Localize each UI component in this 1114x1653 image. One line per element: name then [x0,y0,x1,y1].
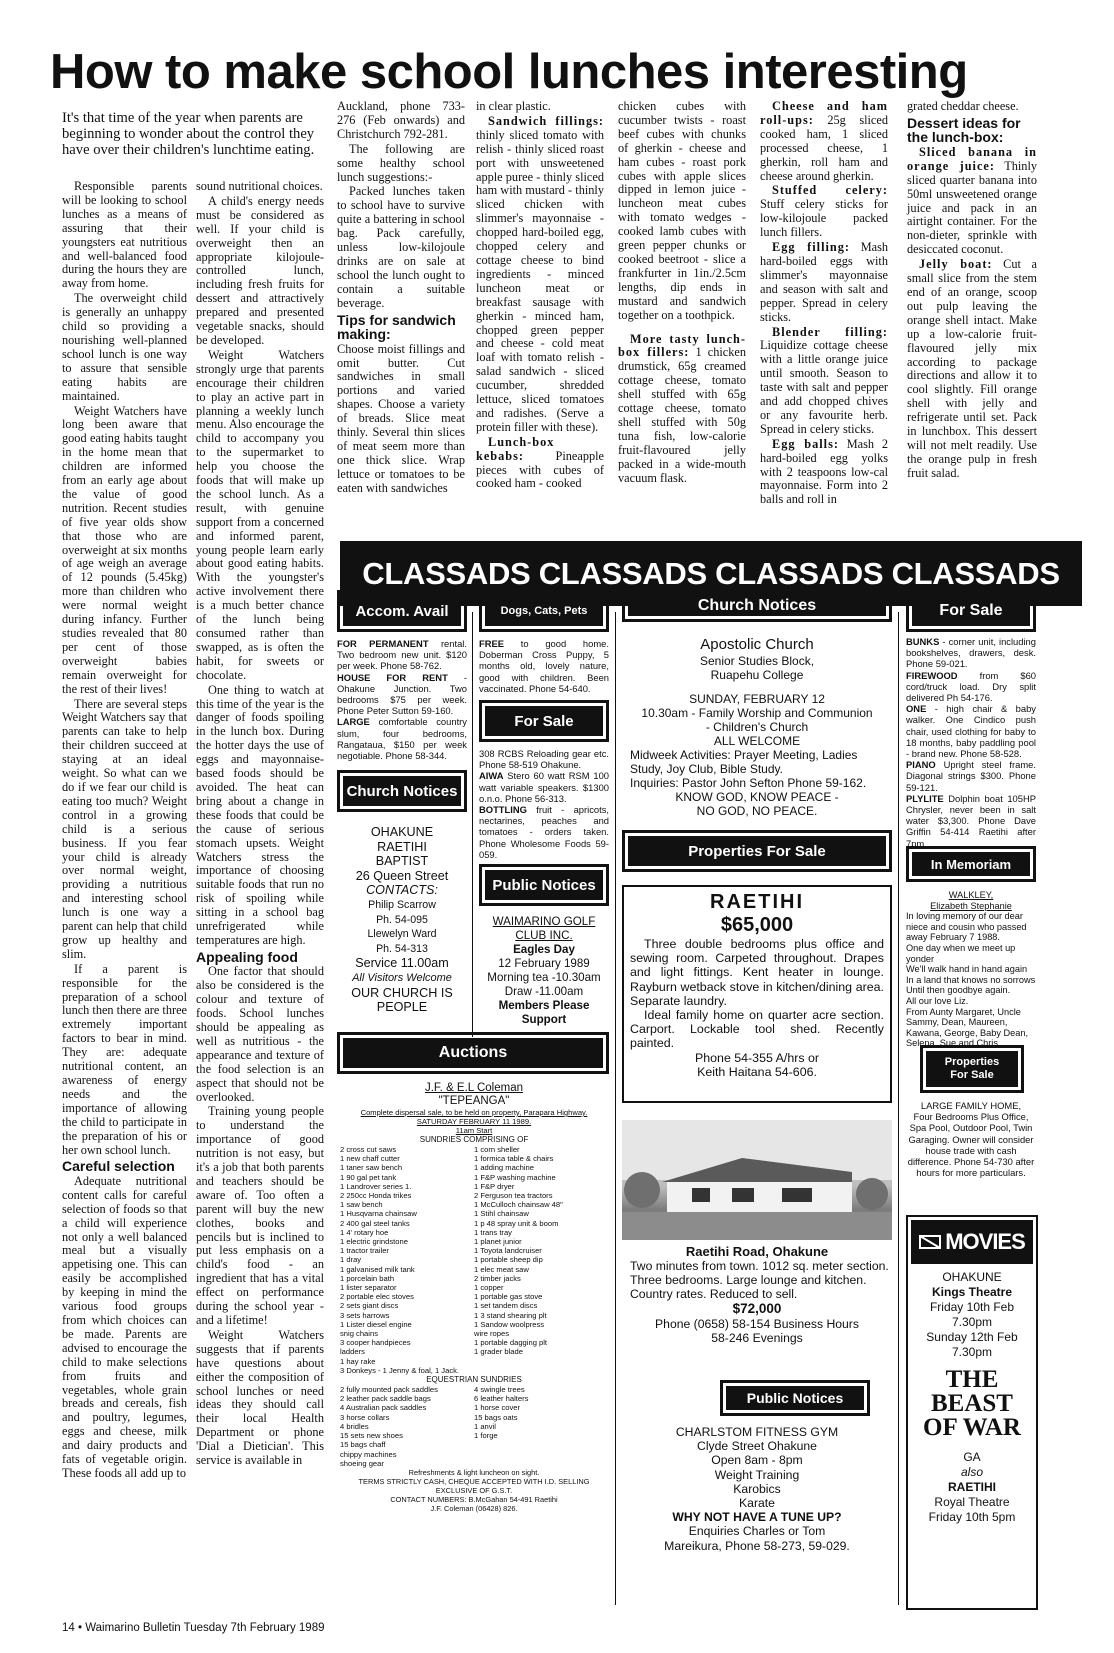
church-notices-header: Church Notices [337,770,467,812]
auction-item: 2 400 gal steel tanks [340,1218,410,1228]
house-photo [622,1120,892,1240]
auction-item: 15 bags chaff [340,1440,386,1450]
auctions-header: Auctions [337,1032,609,1074]
auction-item: 1 McCulloch chainsaw 48" [474,1200,563,1210]
article-column-2 [196,180,324,1620]
auction-item: 1 F&P dryer [474,1181,515,1191]
auction-item: 1 lister separator [340,1283,397,1293]
auction-item: 1 new chaff cutter [340,1154,400,1164]
article-paragraph: If a parent is responsible for the preparation of a school lunch then there are three extremely important factors to bear in mind. They are: adequate nutritional content, an awareness of energy needs and the importance of allowing the child to participate in the preparation of his or her own school lunch. [62,961,187,1157]
article-column-4 [476,100,604,532]
auction-item: 1 electric grindstone [340,1237,408,1247]
auction-item: 3 horse collars [340,1412,390,1422]
golf-notice: WAIMARINO GOLF CLUB INC. Eagles Day 12 February 1989 Morning tea -10.30am Draw -11.00am Members Please Support [487,915,601,1026]
auction-item: 3 cooper handpieces [340,1338,411,1348]
inline-label: Lunch-box kebabs: [476,434,555,463]
auction-item: 1 Lister diesel engine [340,1319,412,1329]
auction-item: 1 hay rake [340,1356,376,1366]
inline-label: Cheese and ham roll-ups: [760,99,888,127]
article-text: 25g sliced cooked ham, 1 sliced processed cheese, 1 gherkin, roll ham and cheese around gherkin. [760,112,888,183]
article-paragraph: There are several steps Weight Watchers say that parents can take to help their children succeed at staying at an ideal weight. So what can we do if we fear our child is eating too much? Weight control in a growing child is a serious business. If you fear your child is already over normal weight, providing a nutritious and interesting school lunch is one way a parent can help that child grow up healthy and slim. [62,696,187,961]
auction-item: 4 Australian pack saddles [340,1403,427,1413]
inline-label: More tasty lunch-box fillers: [618,331,746,360]
auction-item: 1 dray [340,1255,362,1265]
equestrian-items-right [474,1385,608,1468]
auction-item: 1 copper [474,1283,504,1293]
inline-label: Sandwich fillings: [488,113,604,128]
film-icon [919,1233,941,1251]
properties-for-sale-header: Properties For Sale [622,830,892,872]
for-sale-header-2: For Sale [906,590,1036,632]
movies-header: MOVIES [911,1220,1033,1264]
auction-item: 1 portable sheep dip [474,1255,543,1265]
article-paragraph: The following are some healthy school lunch suggestions:- [337,141,465,184]
classads-banner: CLASSADS CLASSADS CLASSADS CLASSADS [340,541,1082,606]
dogs-cats-pets-header: Dogs, Cats, Pets [479,590,609,632]
article-paragraph: One thing to watch at this time of the year is the danger of foods spoiling in the lunch box. During the hotter days the use of eggs and mayonnaise-based foods should be avoided. The heat can bring about a change in these foods that could be the cause of serious stomach upsets. Weight Watchers stress the importance of choosing suitable foods that run no risk of spoiling while sitting in a school bag unrefrigerated while temperatures are high. [196,682,324,947]
inline-label: Egg filling: [772,240,851,255]
article-paragraph: The overweight child is generally an unhappy child so providing a nourishing well-planned school lunch is one way to assure that sensible eating habits are maintained. [62,291,187,403]
article-paragraph: Weight Watchers strongly urge that parents encourage their children to play an active part in planning a weekly lunch menu. Also encourage the child to accompany you to the supermarket to help you choose the foods that will make up the school lunch. As a result, with genuine support from a concerned and informed parent, young people learn early about good eating habits. With the youngster's active involvement there is a much better chance of the lunch being consumed rather than swapped, as is often the habit, for sweets or chocolate. [196,347,324,682]
memoriam-notice: WALKLEY, Elizabeth Stephanie In loving memory of our dear niece and cousin who passed away February 7 1988. One day when we meet up yonder We'll walk hand in hand again In a land that knows no sorrows Until then goodbye again. All our love Liz. From Aunty Margaret, Uncle Sammy, Dean, Maureen, Kawana, George, Baby Dean, Selena, Sue and Chris. [906,890,1036,1049]
auction-item: 1 4' rotary hoe [340,1227,389,1237]
article-text: Liquidize cottage cheese with a little orange juice until smooth. Season to taste with salt and pepper and add chopped chives or any favourite herb. Spread in celery sticks. [760,338,888,436]
large-family-home-ad: LARGE FAMILY HOME, Four Bedrooms Plus Office, Spa Pool, Outdoor Pool, Twin Garaging. Owner will consider house trade with cash difference. Phone 54-730 after hours for more particulars. [907,1100,1035,1179]
auction-item: 1 Landrover series 1. [340,1181,412,1191]
article-column-5 [618,100,746,532]
auction-item: 1 tractor trailer [340,1246,389,1256]
page-footer: 14 • Waimarino Bulletin Tuesday 7th February 1989 [62,1622,325,1634]
article-paragraph: Auckland, phone 733-276 (Feb onwards) and Christchurch 792-281. [337,99,465,141]
auction-item: 6 leather halters [474,1394,529,1404]
auction-item: 3 Donkeys - 1 Jenny & foal, 1 Jack. [340,1365,460,1375]
auction-notice: J.F. & E.L Coleman "TEPEANGA" Complete dispersal sale, to be held on property, Paraparа Highway. SATURDAY FEBRUARY 11 1989. 11am Start SUNDRIES COMPRISING OF 2 cross cut saws 1 new chaff cutter 1 taner saw bench 1 90 gal pet tank 1 Landrover series 1. 2 250cc Honda trikes 1 saw bench 1 Husqvarna chainsaw 2 400 gal steel tanks 1 4' rotary hoe 1 electric grindstone 1 tractor trailer 1 dray 1 galvanised milk tank 1 porcelain bath 1 lister separator 2 portable elec stoves 2 sets giant discs 3 sets harrows 1 Lister diesel engine snig chains 3 cooper handpieces ladders 1 hay rake 3 Donkeys - 1 Jenny & foal, 1 Jack. 1 corn sheller 1 formica table & chairs 1 adding machine 1 F&P washing machine 1 F&P dryer 2 Ferguson tea tractors 1 McCulloch chainsaw 48" 1 Stihl chainsaw 1 p 48 spray unit & boom 1 trans tray 1 planet junior 1 Toyota landcruiser 1 portable sheep dip 1 elec meat saw 2 timber jacks 1 copper 1 portable gas stove 1 set tandem discs 1 3 stand shearing plt 1 Sandow woolpress wire ropes 1 portable dagging plt 1 grader blade EQUESTRIAN SUNDRIES 2 fully mounted pack saddles 2 leather pack saddle bags 4 Australian pack saddles 3 horse collars 4 bridles 15 sets new shoes 15 bags chaff chippy machines shoeing gear 4 swingle trees 6 leather halters 1 horse cover 15 bags oats 1 anvil 1 forge Refreshments & light luncheon on sight. TERMS STRICTLY CASH, CHEQUE ACCEPTED WITH I.D. SELLING EXCLUSIVE OF G.S.T. CONTACT NUMBERS: B.McGahan 54-491 Raetihi J.F. Coleman (06428) 826. [340,1082,608,1513]
auction-item: wire ropes [474,1329,510,1339]
article-paragraph: A child's energy needs must be considered as well. If your child is overweight then an appropriate kilojoule-controlled lunch, including fresh fruits for dessert and attractively prepared and presented vegetable snacks, should be developed. [196,193,324,347]
article-paragraph: sound nutritional choices. [196,179,323,193]
auction-item: chippy machines [340,1449,397,1459]
article-text: Stuff celery sticks for low-kilojoule packed lunch fillers. [760,197,888,240]
pets-ad: FREE to good home. Doberman Cross Puppy, 5 months old, lovely nature, good with children. Been vaccinated. Phone 54-640. [479,638,609,694]
auction-item: 1 Sandow woolpress [474,1319,545,1329]
divider [898,612,899,1605]
article-text: thinly sliced tomato with relish - thinly sliced roast port with unsweetened apple puree - thinly sliced ham with mustard - thinly sliced chicken with slimmer's mayonnaise - chopped hard-boiled egg, chopped celery and cottage cheese to bind ingredients - minced luncheon meat or breakfast sausage with gherkin - minced ham, chopped green pepper and cheese - cold meat loaf with tomato relish - salad sandwich - sliced cucumber, shredded lettuce, sliced tomatoes and radishes. (Serve a protein filler with these). [476,127,604,434]
film-title: THE BEAST OF WAR [923,1366,1021,1441]
divider [615,612,616,1605]
auction-items-left [340,1145,474,1375]
auction-item: 1 saw bench [340,1200,383,1210]
auction-item: 1 formica table & chairs [474,1154,554,1164]
auction-item: 1 trans tray [474,1227,512,1237]
auction-item: 1 set tandem discs [474,1301,538,1311]
auction-item: 1 Stihl chainsaw [474,1209,529,1219]
church-notices-header-2: Church Notices [622,590,892,622]
auction-item: 2 cross cut saws [340,1145,397,1154]
inline-label: Jelly boat: [919,257,993,272]
article-paragraph: Training young people to understand the importance of good nutrition is not easy, but it's a job that both parents and teachers should be aware of. Too often a parent will buy the new clothes, books and pencils but is inclined to put less emphasis on a child's food - an ingredient that has a vital effect on performance during the school year - and a lifetime! [196,1104,324,1327]
article-text: Mash 2 hard-boiled egg yolks with 2 teaspoons low-cal mayonnaise. Form into 2 balls and roll in [760,436,888,507]
article-paragraph: grated cheddar cheese. [907,99,1019,113]
auction-item: ladders [340,1347,365,1357]
public-notices-header: Public Notices [479,864,609,906]
article-paragraph: Choose moist fillings and omit butter. Cut sandwiches in small portions and varied shapes. Choose a variety of breads. Slice meat thinly. Several thin slices of meat seem more than one thick slice. Wrap lettuce or tomatoes to be eaten with sandwiches [337,341,465,495]
auction-item: 2 250cc Honda trikes [340,1191,412,1201]
article-text: Pineapple pieces with cubes of cooked ham - cooked [476,448,604,491]
auction-item: snig chains [340,1329,378,1339]
auction-item: 4 bridles [340,1421,369,1431]
article-text: Mash hard-boiled eggs with slimmer's mayonnaise and season with salt and pepper. Spread in celery sticks. [760,240,889,324]
article-paragraph: Weight Watchers have long been aware that good eating habits taught in the home mean that children are informed from an early age about the value of good nutrition. Recent studies of five year olds show that those who are overweight at six months of age weigh an average of 12 pounds (5.45kg) more than children who were normal weight during infancy. Further studies revealed that 80 per cent of those overweight babies remain overweight for the rest of their lives! [62,403,187,696]
in-memoriam-header: In Memoriam [906,846,1036,882]
auction-item: 1 galvanised milk tank [340,1264,415,1274]
auction-item: 3 sets harrows [340,1310,390,1320]
article-text: Cut a small slice from the stem end of an orange, scoop out pulp leaving the orange shell intact. Make up a low-calorie fruit-flavoured jelly mix according to package directions and allow it to cool slightly. Fill orange shell with jelly and refrigerate until set. Pack in lunchbox. This dessert will not melt readily. Use the orange pulp in fresh fruit salad. [907,257,1037,480]
auction-items-right [474,1145,608,1375]
house-illustration [622,1120,892,1240]
for-sale-ads: 308 RCBS Reloading gear etc. Phone 58-519 Ohakune. AIWA Stero 60 watt RSM 100 watt variable speakers. $1300 o.n.o. Phone 56-313. BOTTLING fruit - apricots, nectarines, peaches and tomatoes - orders taken. Phone Wholesome Foods 59-059. [479,748,610,860]
divider [472,612,473,1037]
auction-item: 15 sets new shoes [340,1431,403,1441]
inline-label: Stuffed celery: [772,183,888,198]
auction-item: 1 adding machine [474,1163,534,1173]
accom-avail-header: Accom. Avail [337,590,467,632]
article-text: 1 chicken drumstick, 65g creamed cottage cheese, tomato shell stuffed with 65g cottage cheese, tomato shell stuffed with 50g tuna fish, low-calorie fruit-flavoured jelly packed in a wide-mouth vacuum flask. [618,345,746,485]
auction-item: 2 leather pack saddle bags [340,1394,431,1404]
auction-item: 1 portable gas stove [474,1292,543,1302]
subheading: Tips for sandwich making: [337,311,456,343]
article-column-7 [907,100,1037,532]
raetihi-property-ad: RAETIHI $65,000 Three double bedrooms plus office and sewing room. Carpeted throughout. Drapes and light fittings. Kent heater in lounge. Rayburn wetback stove in kitchen/dining area. Separate laundry. Ideal family home on quarter acre section. Carport. Lockable tool shed. Recently painted. Phone 54-355 A/hrs or Keith Haitana 54-606. [622,885,892,1103]
auction-item: 2 fully mounted pack saddles [340,1385,438,1395]
auction-item: 1 forge [474,1431,498,1441]
auction-item: 2 Ferguson tea tractors [474,1191,553,1201]
auction-item: 1 taner saw bench [340,1163,403,1173]
article-paragraph: Packed lunches taken to school have to survive quite a battering in school bag. Pack carefully, unless low-kilojoule drinks are on sale at school the lunch ought to contain a suitable beverage. [337,184,465,310]
inline-label: Egg balls: [772,436,839,451]
auction-item: 1 corn sheller [474,1145,520,1154]
inline-label: Blender filling: [772,324,888,339]
lead-paragraph: It's that time of the year when parents are beginning to wonder about the control they have over their children's lunchtime eating. [62,110,315,158]
auction-item: 1 anvil [474,1421,496,1431]
article-paragraph: Adequate nutritional content calls for careful selection of foods so that a child will experience not only a well balanced meal but a visually appetising one. This can easily be accomplished by keeping in mind the various food groups from which choices can be made. Parents are advised to encourage the child to make selections from fruits and vegetables, whole grain breads and cereals, fish and poultry, legumes, eggs and cheese, milk and dairy products and fats of vegetable origin. These foods all add up to [62,1173,187,1480]
auction-item: 1 elec meat saw [474,1264,529,1274]
movies-ad: MOVIES OHAKUNE Kings Theatre Friday 10th Feb 7.30pm Sunday 12th Feb 7.30pm THE BEAST OF WAR GA also RAETIHI Royal Theatre Friday 10th 5pm [906,1215,1038,1610]
article-column-6 [760,100,888,532]
auction-item: 1 Toyota landcruiser [474,1246,542,1256]
public-notices-header-2: Public Notices [720,1380,870,1416]
auction-item: 1 porcelain bath [340,1273,395,1283]
headline: How to make school lunches interesting [50,45,968,99]
baptist-notice: OHAKUNE RAETIHI BAPTIST 26 Queen Street CONTACTS: Philip Scarrow Ph. 54-095 Llewelyn Ward Ph. 54-313 Service 11.00am All Visitors Welcome OUR CHURCH IS PEOPLE [351,825,453,1015]
for-sale-header: For Sale [479,700,609,742]
article-column-3 [337,100,465,532]
auction-item: 2 sets giant discs [340,1301,399,1311]
auction-item: 1 3 stand shearing plt [474,1310,547,1320]
auction-item: 2 portable elec stoves [340,1292,414,1302]
subheading: Dessert ideas for the lunch-box: [907,114,1021,146]
gym-notice: CHARLSTOM FITNESS GYM Clyde Street Ohakune Open 8am - 8pm Weight Training Karobics Karate WHY NOT HAVE A TUNE UP? Enquiries Charles or Tom Mareikura, Phone 58-273, 59-029. [664,1425,850,1553]
auction-item: 1 Husqvarna chainsaw [340,1209,417,1219]
article-column-1 [62,180,187,1620]
accom-avail-ads: FOR PERMANENT rental. Two bedroom new unit. $120 per week. Phone 58-762. HOUSE FOR RENT - Ohakune Junction. Two bedrooms $75 per week. Phone Peter Sutton 59-160. LARGE comfortable country slum, four bedrooms, Rangataua, $150 per week negotiable. Phone 58-344. [337,638,467,762]
apostolic-notice: Apostolic Church Senior Studies Block, Ruapehu College SUNDAY, FEBRUARY 12 10.30am - Family Worship and Communion - Children's Church ALL WELCOME Midweek Activities: Prayer Meeting, Ladies Study, Joy Club, Bible Study. Inquiries: Pastor John Sefton Phone 59-162. KNOW GOD, KNOW PEACE - NO GOD, NO PEACE. [630,636,873,818]
for-sale-ads-2: BUNKS - corner unit, including bookshelves, drawers, desk. Phone 59-021. FIREWOOD from $60 cord/truck load. Dry split delivered Ph 54-176. ONE - high chair & baby walker. One Cindico push chair, used clothing for baby to 18 months, baby paddling pool - brand new. Phone 58-528. PIANO Upright steel frame. Diagonal strings $300. Phone 59-121. PLYLITE Dolphin boat 105HP Chrysler, never been in salt water $3,300. Phone Dave Griffin 54-414 Raetihi after 7pm. [906,636,1037,849]
subheading: Careful selection [62,1158,175,1175]
article-text: Thinly sliced quarter banana into 50ml unsweetened orange juice and pack in an airtight container. For the non-dieter, sprinkle with desiccated coconut. [907,158,1038,257]
auction-item: 2 timber jacks [474,1273,521,1283]
subheading: Appealing food [196,948,298,965]
auction-item: 4 swingle trees [474,1385,525,1395]
article-paragraph: Weight Watchers suggests that if parents have questions about either the composition of school lunches or need ideas they should call their local Health Department or phone 'Dial a Dietician'. This service is available in [196,1327,324,1468]
inline-label: Sliced banana in orange juice: [907,144,1037,173]
equestrian-items-left [340,1385,474,1468]
auction-item: 15 bags oats [474,1412,518,1422]
auction-item: 1 portable dagging plt [474,1338,548,1348]
article-paragraph: chicken cubes with cucumber twists - roast beef cubes with chunks of gherkin - cheese and ham cubes - roast pork cubes with apple slices dipped in lemon juice - luncheon meat cubes with tomato wedges - cooked lamb cubes with green pepper chunks or cooked beetroot - slice a frankfurter in 1in./2.5cm lengths, dip ends in mustard and sandwich together on a toothpick. [618,99,746,322]
article-paragraph: Responsible parents will be looking to school lunches as a means of assuring that their youngsters eat nutritious and well-balanced food during the hours they are away from home. [62,179,187,291]
auction-item: 1 F&P washing machine [474,1172,556,1182]
auction-item: shoeing gear [340,1458,384,1468]
auction-item: 1 p 48 spray unit & boom [474,1218,559,1228]
auction-item: 1 horse cover [474,1403,521,1413]
article-paragraph: in clear plastic. [476,99,551,113]
ohakune-property-ad: Raetihi Road, Ohakune Two minutes from town. 1012 sq. meter section. Three bedrooms. Large lounge and kitchen. Country rates. Reduced to sell. $72,000 Phone (0658) 58-154 Business Hours 58-246 Evenings [630,1244,889,1345]
properties-for-sale-header-2: Properties For Sale [920,1045,1024,1093]
article-paragraph: One factor that should also be considered is the colour and texture of foods. School lunches should be appealing as well as nutritious - the appearance and texture of the food selection is an aspect that should not be overlooked. [196,964,324,1104]
auction-item: 1 planet junior [474,1237,522,1247]
auction-item: 1 grader blade [474,1347,523,1357]
auction-item: 1 90 gal pet tank [340,1172,397,1182]
